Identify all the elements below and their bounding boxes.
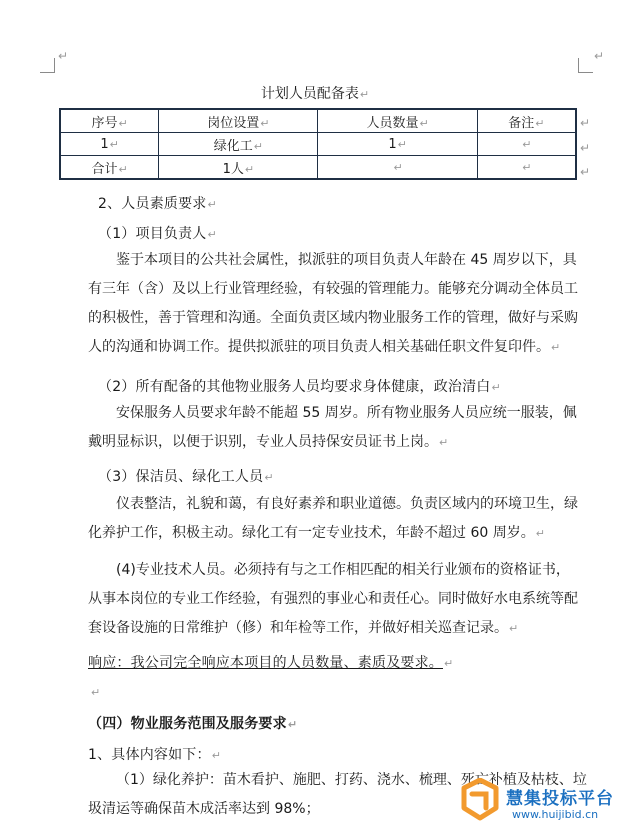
text-line: 套设备设施的日常维护（修）和年检等工作，并做好相关巡查记录。↵	[88, 620, 519, 636]
response-statement: 响应：我公司完全响应本项目的人员数量、素质及要求。↵	[88, 655, 454, 671]
table-cell[interactable]: 1↵	[318, 133, 477, 156]
text-line: 从事本岗位的专业工作经验，有强烈的事业心和责任心。同时做好水电系统等配	[88, 591, 578, 607]
text-line: 圾清运等确保苗木成活率达到 98%；	[88, 801, 320, 817]
text-line: 鉴于本项目的公共社会属性，拟派驻的项目负责人年龄在 45 周岁以下，具	[116, 252, 577, 268]
table-cell[interactable]: 1人↵	[159, 156, 318, 180]
logo-url: www.huijibid.cn	[512, 808, 599, 821]
row-end-mark: ↵	[580, 165, 591, 179]
row-end-mark: ↵	[580, 116, 591, 130]
paragraph-mark: ↵	[58, 49, 69, 63]
table-header-cell[interactable]: 岗位设置↵	[159, 109, 318, 133]
paragraph	[88, 490, 578, 548]
table-cell[interactable]: 1↵	[60, 133, 159, 156]
paragraph	[88, 246, 578, 362]
table-header-cell[interactable]: 序号↵	[60, 109, 159, 133]
table-cell[interactable]: ↵	[318, 156, 477, 180]
staffing-table	[59, 108, 577, 180]
text-line: 仪表整洁，礼貌和蔼，有良好素养和职业道德。负责区域内的环境卫生，绿	[116, 496, 578, 512]
subsection-heading: （3）保洁员、绿化工人员↵	[98, 469, 274, 485]
text-line: （1）绿化养护：苗木看护、施肥、打药、浇水、梳理、死亡补植及枯枝、垃	[116, 772, 587, 788]
paragraph-mark: ↵	[359, 88, 370, 101]
text-line: 人的沟通和协调工作。提供拟派驻的项目负责人相关基础任职文件复印件。↵	[88, 339, 561, 355]
table-cell[interactable]: ↵	[477, 156, 576, 180]
empty-paragraph: ↵	[91, 686, 101, 699]
table-cell[interactable]: ↵	[477, 133, 576, 156]
table-title-text: 计划人员配备表	[260, 86, 359, 102]
table-cell[interactable]: 绿化工↵	[159, 133, 318, 156]
text-line: 的积极性，善于管理和沟通。全面负责区域内物业服务工作的管理，做好与采购	[88, 310, 578, 326]
logo-name: 慧集投标平台	[506, 789, 614, 809]
table-row	[60, 133, 576, 156]
table-header-row	[60, 109, 576, 133]
margin-corner-marker	[40, 58, 55, 73]
text-line: 安保服务人员要求年龄不能超 55 周岁。所有物业服务人员应统一服装，佩	[116, 405, 577, 421]
paragraph	[88, 399, 578, 457]
text-line: (4)专业技术人员。必须持有与之工作相匹配的相关行业颁布的资格证书，	[116, 562, 570, 578]
text-line: 化养护工作，积极主动。绿化工有一定专业技术，年龄不超过 60 周岁。↵	[88, 525, 545, 541]
text-line: 有三年（含）及以上行业管理经验，有较强的管理能力。能够充分调动全体员工	[88, 281, 578, 297]
section-heading: （四）物业服务范围及服务要求↵	[88, 716, 298, 732]
table-header-cell[interactable]: 人员数量↵	[318, 109, 477, 133]
table-cell[interactable]: 合计↵	[60, 156, 159, 180]
text-line: 戴明显标识，以便于识别，专业人员持保安员证书上岗。↵	[88, 434, 449, 450]
paragraph	[88, 556, 578, 643]
watermark-logo	[458, 778, 628, 834]
table-row	[60, 156, 576, 180]
row-end-mark: ↵	[580, 141, 591, 155]
margin-corner-marker	[578, 58, 593, 73]
section-heading: 2、人员素质要求↵	[98, 196, 217, 212]
subsection-heading: （2）所有配备的其他物业服务人员均要求身体健康，政治清白↵	[98, 379, 501, 395]
paragraph-mark: ↵	[594, 49, 605, 63]
subsection-heading: （1）项目负责人↵	[98, 226, 217, 242]
table-header-cell[interactable]: 备注↵	[477, 109, 576, 133]
logo-mark-icon	[458, 778, 502, 824]
table-title	[0, 83, 630, 103]
subsection-heading: 1、具体内容如下：↵	[88, 747, 222, 763]
